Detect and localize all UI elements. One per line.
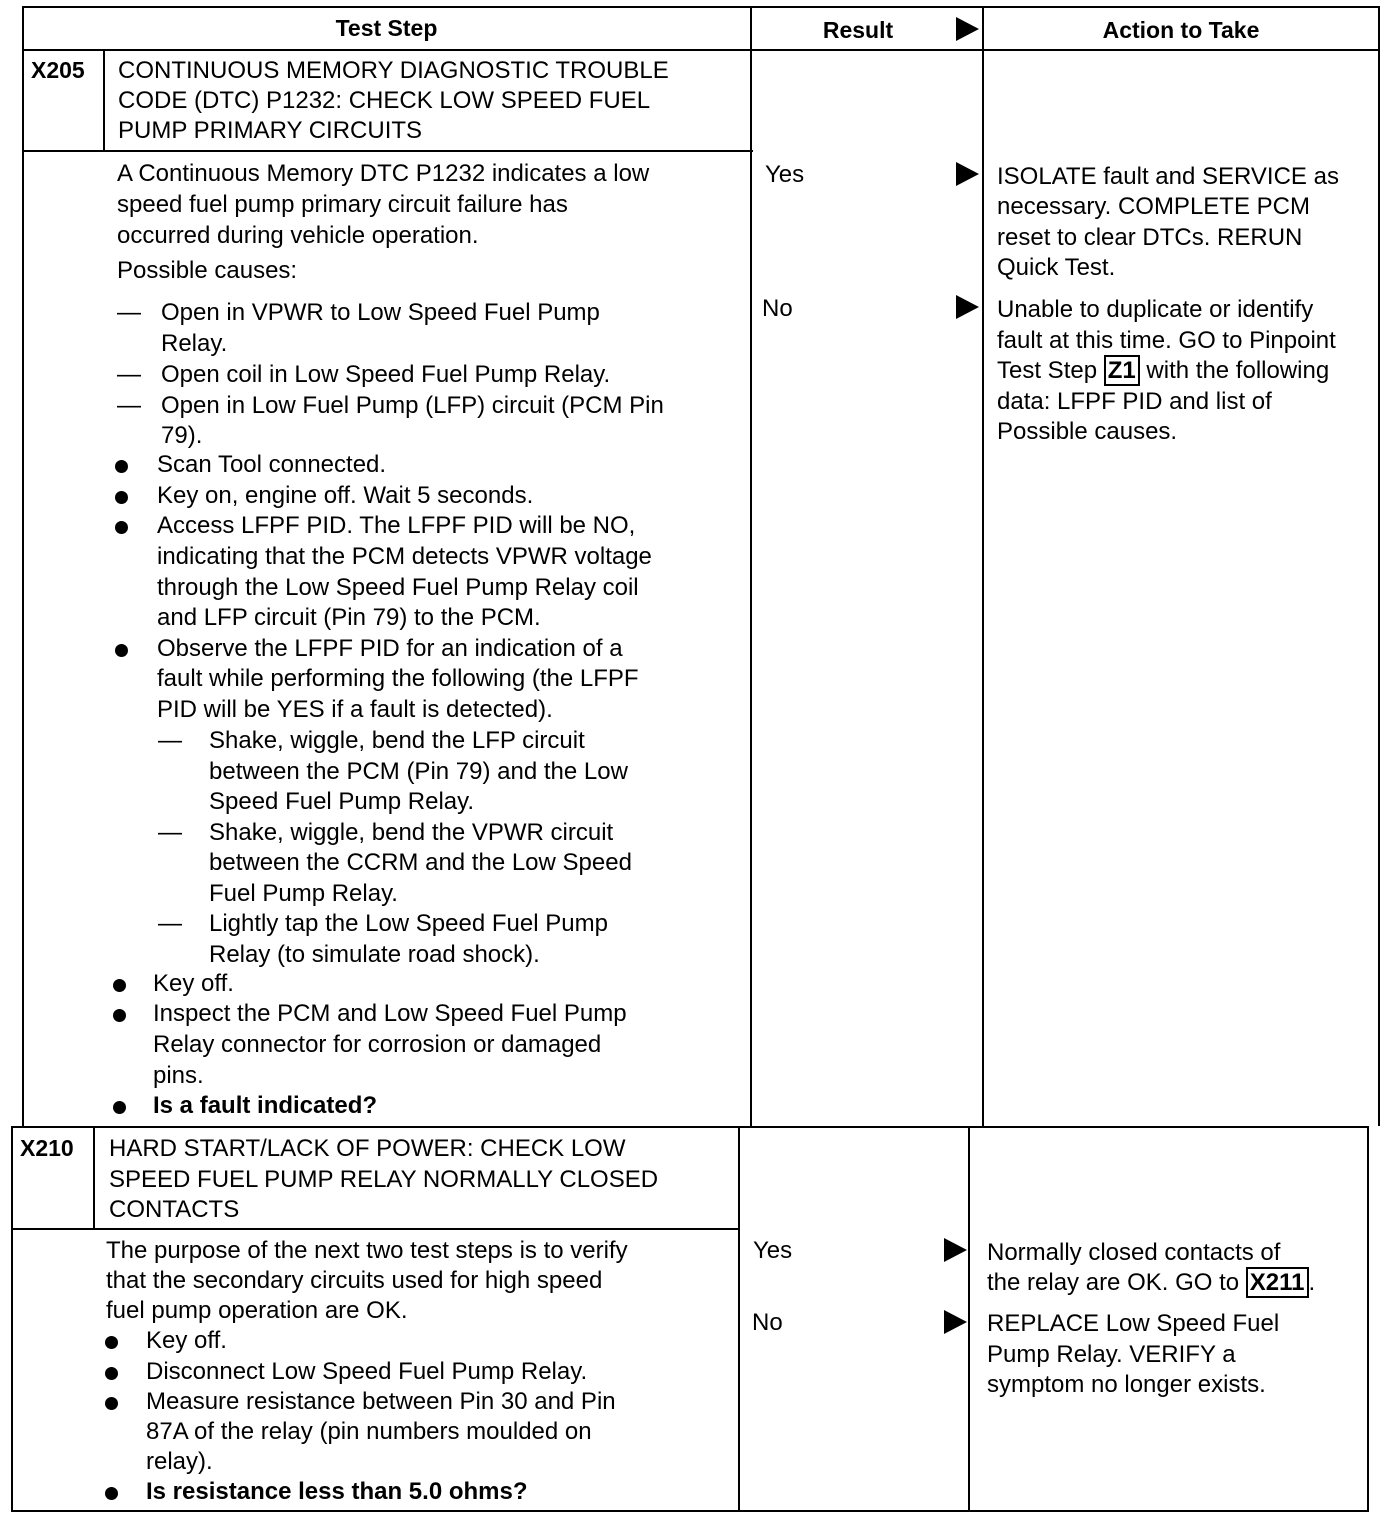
x205-yes-action-line: necessary. COMPLETE PCM [997, 193, 1310, 220]
header-arrow-icon [956, 17, 979, 41]
x205-end-line: Key off. [153, 970, 234, 997]
x210-title-line: SPEED FUEL PUMP RELAY NORMALLY CLOSED [109, 1166, 659, 1193]
x210-intro-line: that the secondary circuits used for high speed [106, 1267, 603, 1294]
x205-no-action-line: Unable to duplicate or identify [997, 296, 1314, 323]
x205-sub-line: Relay (to simulate road shock). [209, 941, 540, 968]
x210-no-action-line: REPLACE Low Speed Fuel [987, 1310, 1280, 1337]
x210-no-action-line: Pump Relay. VERIFY a [987, 1341, 1236, 1368]
x205-yes-arrow-icon [956, 162, 979, 186]
x210-no-action-line: symptom no longer exists. [987, 1371, 1266, 1398]
bullet-icon [105, 1367, 118, 1380]
x205-bullet-line: Scan Tool connected. [157, 451, 387, 478]
action-column-divider [982, 6, 984, 1126]
header-result: Result [822, 17, 894, 43]
x210-yes-arrow-icon [944, 1238, 967, 1262]
dash-icon: — [158, 727, 182, 754]
x210-result-no: No [752, 1309, 783, 1336]
x210-title-line: HARD START/LACK OF POWER: CHECK LOW [109, 1135, 626, 1162]
x205-no-action-line: Possible causes. [997, 418, 1178, 445]
x205-sub-line: Shake, wiggle, bend the LFP circuit [209, 727, 585, 754]
x205-intro-line: occurred during vehicle operation. [117, 222, 479, 249]
bullet-icon [113, 979, 126, 992]
x205-bullet-line: indicating that the PCM detects VPWR voltage [157, 543, 652, 570]
x205-sub-line: between the PCM (Pin 79) and the Low [209, 758, 628, 785]
x205-sub-line: Fuel Pump Relay. [209, 880, 398, 907]
x205-bullet-line: Key on, engine off. Wait 5 seconds. [157, 482, 534, 509]
bullet-icon [115, 491, 128, 504]
x210-bullet-line: Measure resistance between Pin 30 and Pin [146, 1388, 616, 1415]
bullet-icon [113, 1101, 126, 1114]
result-column-divider [750, 6, 752, 1126]
table-left-border [22, 6, 24, 1126]
x210-title-line: CONTACTS [109, 1196, 240, 1223]
x205-no-action-line: fault at this time. GO to Pinpoint [997, 327, 1336, 354]
x205-sub-line: Lightly tap the Low Speed Fuel Pump [209, 910, 608, 937]
x210-yes-action-line: Normally closed contacts of [987, 1239, 1281, 1266]
x210-bullet-line: Disconnect Low Speed Fuel Pump Relay. [146, 1358, 588, 1385]
x205-no-arrow-icon [956, 295, 979, 319]
x210-yes-action-text: the relay are OK. GO to [987, 1269, 1240, 1296]
x205-cause-line: Open in VPWR to Low Speed Fuel Pump [161, 299, 600, 326]
table-bottom-border [12, 1510, 1368, 1512]
x205-end-line: Inspect the PCM and Low Speed Fuel Pump [153, 1000, 627, 1027]
x205-result-no: No [762, 295, 793, 322]
x210-no-arrow-icon [944, 1310, 967, 1334]
x210-bullet-line: relay). [146, 1448, 213, 1475]
dash-icon: — [117, 361, 141, 388]
x205-bullet-line: fault while performing the following (the LFPF [157, 665, 639, 692]
x205-no-action-line [997, 356, 1329, 387]
x205-code-divider [103, 49, 105, 151]
x205-no-action-text: Test Step [997, 357, 1098, 384]
bullet-icon [105, 1397, 118, 1410]
x210-yes-action-period: . [1308, 1269, 1316, 1296]
x205-cause-line: Open in Low Fuel Pump (LFP) circuit (PCM Pin [161, 392, 664, 419]
x205-intro-line: speed fuel pump primary circuit failure has [117, 191, 568, 218]
test-step-x211-link[interactable]: X211 [1246, 1267, 1309, 1298]
x205-bullet-line: Observe the LFPF PID for an indication of a [157, 635, 623, 662]
pinpoint-test-z1-link[interactable]: Z1 [1104, 355, 1140, 386]
x210-title-bottom-border [12, 1228, 739, 1230]
dash-icon: — [117, 299, 141, 326]
bullet-icon [105, 1487, 118, 1500]
x205-title-line: CODE (DTC) P1232: CHECK LOW SPEED FUEL [118, 87, 651, 114]
x205-sub-line: between the CCRM and the Low Speed [209, 849, 632, 876]
bullet-icon [113, 1009, 126, 1022]
x205-title-bottom-border [23, 150, 753, 152]
x205-bullet-line: Access LFPF PID. The LFPF PID will be NO, [157, 512, 636, 539]
x205-bullet-line: through the Low Speed Fuel Pump Relay coil [157, 574, 639, 601]
x205-cause-line: Relay. [161, 330, 228, 357]
dash-icon: — [117, 392, 141, 419]
dash-icon: — [158, 819, 182, 846]
x210-bullet-line: Key off. [146, 1327, 227, 1354]
bullet-icon [115, 644, 128, 657]
x205-intro-line: A Continuous Memory DTC P1232 indicates a low [117, 160, 650, 187]
x210-yes-action-line [987, 1268, 1315, 1299]
header-action-to-take: Action to Take [1102, 17, 1260, 43]
bullet-icon [115, 460, 128, 473]
x210-question: Is resistance less than 5.0 ohms? [146, 1478, 528, 1505]
x210-step-code: X210 [20, 1135, 74, 1161]
x210-code-divider [93, 1126, 95, 1229]
bullet-icon [105, 1336, 118, 1349]
x205-end-line: pins. [153, 1062, 204, 1089]
x205-yes-action-line: Quick Test. [997, 254, 1116, 281]
x205-title-line: CONTINUOUS MEMORY DIAGNOSTIC TROUBLE [118, 57, 669, 84]
x205-end-line: Relay connector for corrosion or damaged [153, 1031, 602, 1058]
x210-bullet-line: 87A of the relay (pin numbers moulded on [146, 1418, 592, 1445]
x205-causes-label: Possible causes: [117, 257, 298, 284]
x205-cause-line: 79). [161, 422, 203, 449]
header-bottom-border [23, 49, 1379, 51]
x205-question: Is a fault indicated? [153, 1092, 378, 1119]
x205-sub-line: Speed Fuel Pump Relay. [209, 788, 475, 815]
x210-result-divider [738, 1126, 740, 1512]
x210-result-yes: Yes [753, 1237, 793, 1264]
x205-title-line: PUMP PRIMARY CIRCUITS [118, 117, 423, 144]
header-test-step: Test Step [335, 15, 438, 41]
x205-result-yes: Yes [765, 161, 805, 188]
dash-icon: — [158, 910, 182, 937]
x205-no-action-line: data: LFPF PID and list of [997, 388, 1272, 415]
x210-action-divider [968, 1126, 970, 1512]
x210-top-border [12, 1126, 1368, 1128]
bullet-icon [115, 521, 128, 534]
x205-step-code: X205 [31, 57, 85, 83]
x205-yes-action-line: reset to clear DTCs. RERUN [997, 224, 1303, 251]
table-top-border [23, 6, 1379, 8]
x210-left-border [11, 1126, 13, 1512]
x210-intro-line: The purpose of the next two test steps is to verify [106, 1237, 628, 1264]
x205-sub-line: Shake, wiggle, bend the VPWR circuit [209, 819, 614, 846]
x210-intro-line: fuel pump operation are OK. [106, 1297, 408, 1324]
x205-no-action-text: with the following [1146, 357, 1330, 384]
x205-bullet-line: and LFP circuit (Pin 79) to the PCM. [157, 604, 541, 631]
x205-bullet-line: PID will be YES if a fault is detected). [157, 696, 553, 723]
x205-cause-line: Open coil in Low Speed Fuel Pump Relay. [161, 361, 611, 388]
table-right-border-bottom [1367, 1126, 1369, 1512]
table-right-border-top [1378, 6, 1380, 1126]
x205-yes-action-line: ISOLATE fault and SERVICE as [997, 163, 1339, 190]
